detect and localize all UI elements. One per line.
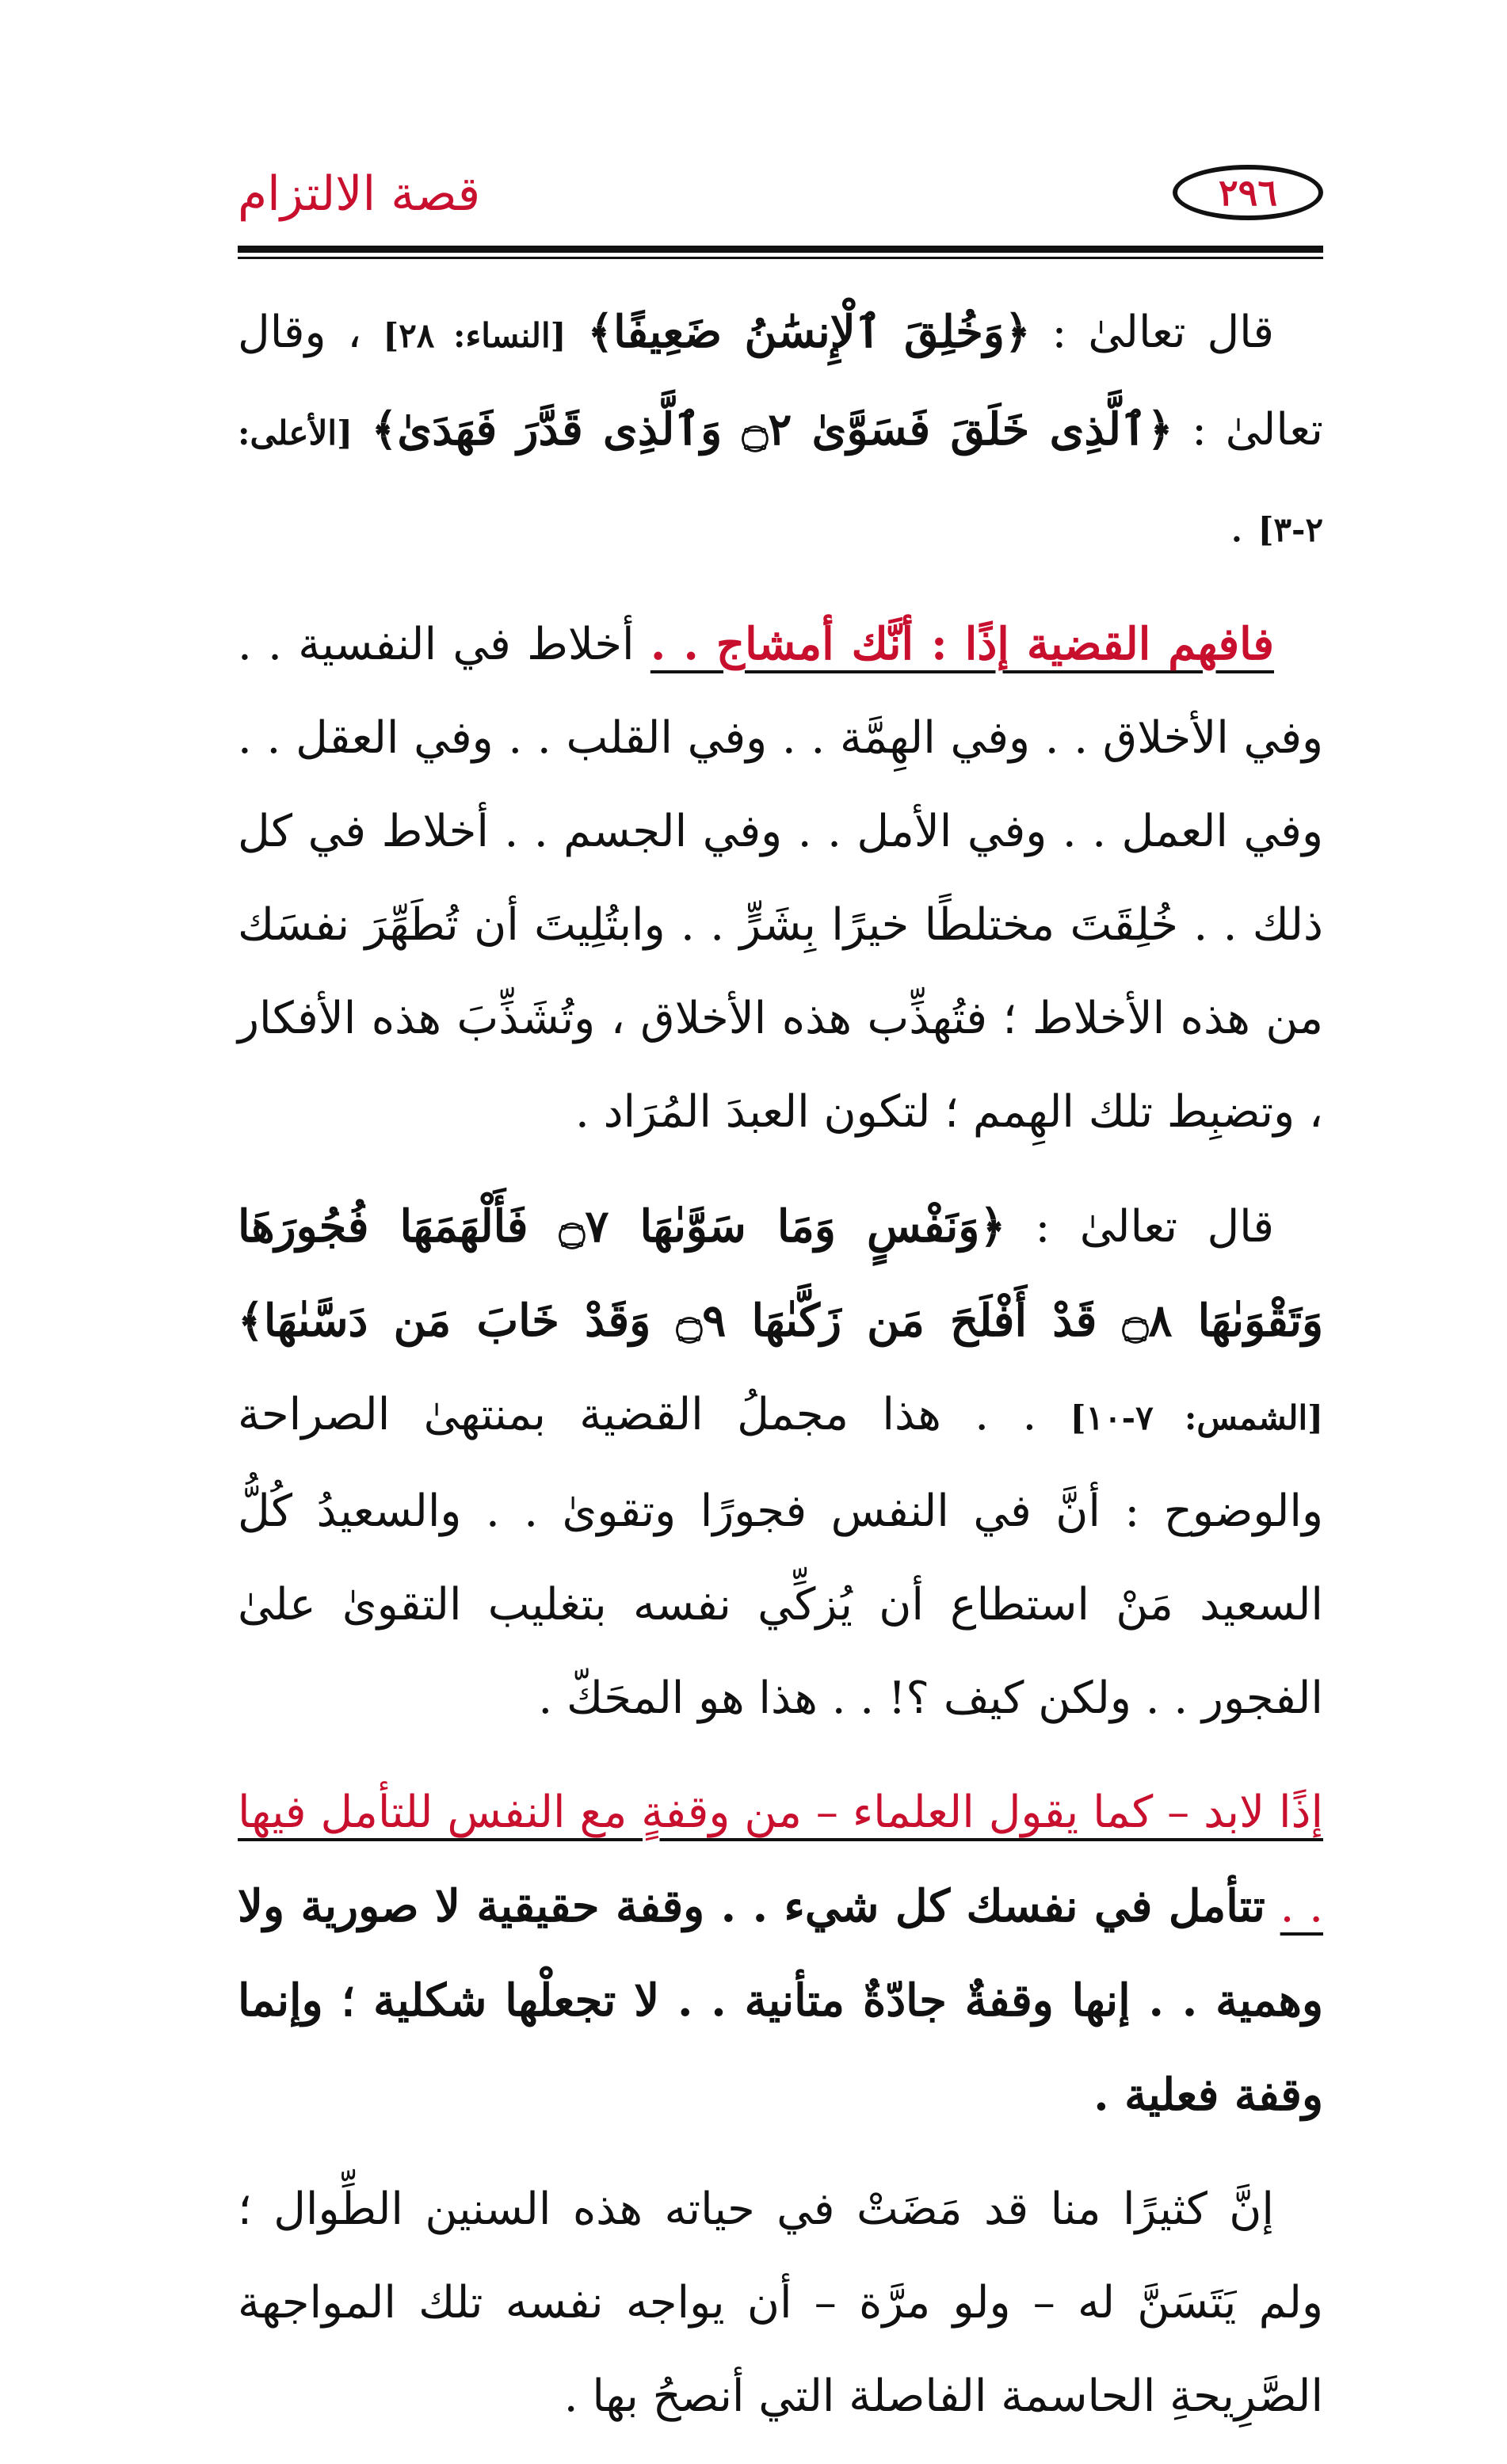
quran-verse: ﴿وَنَفْسٍ وَمَا سَوَّىٰهَا ۝٧ فَأَلْهَمَهَا فُجُورَهَا وَتَقْوَىٰهَا ۝٨ قَدْ أَفْلَحَ مَن زَكَّىٰهَا ۝٩ وَقَدْ خَابَ مَن دَسَّىٰهَا﴾ bbox=[238, 1200, 1323, 1347]
text-segment: إنَّ كثيرًا منا قد مَضَتْ في حياته هذه السنين الطِّوال ؛ ولم يَتَسَنَّ له – ولو مرَّة – أن يواجه نفسه تلك المواجهة الصَّرِيحةِ الحاسمة الفاصلة التي أنصحُ بها . bbox=[238, 2184, 1323, 2422]
page-number-badge: ٢٩٦ bbox=[1173, 165, 1323, 220]
text-segment: قال تعالىٰ : bbox=[1005, 1201, 1274, 1253]
text-segment: أخلاط في النفسية . . وفي الأخلاق . . وفي الهِمَّة . . وفي القلب . . وفي العقل . . وفي العمل . . وفي الأمل . . وفي الجسم . . أخلاط في كل ذلك . . خُلِقَتَ مختلطًا خيرًا بِشَرٍّ . . وابتُلِيتَ أن تُطَهِّرَ نفسَك من هذه الأخلاط ؛ فتُهذِّب هذه الأخلاق ، وتُشَذِّبَ هذه الأفكار ، وتضبِط تلك الهِمم ؛ لتكون العبدَ المُرَاد . bbox=[238, 619, 1324, 1138]
quran-verse: ﴿ٱلَّذِى خَلَقَ فَسَوَّىٰ ۝٢ وَٱلَّذِى قَدَّرَ فَهَدَىٰ﴾ bbox=[371, 403, 1173, 456]
text-segment: ، وقال تعالىٰ : bbox=[238, 307, 1323, 456]
header-rule-thick bbox=[238, 246, 1323, 253]
body-text bbox=[238, 285, 1323, 2464]
header-rule-thin bbox=[238, 257, 1323, 259]
page-header bbox=[238, 151, 1323, 238]
verse-reference: [الشمس: ٧-١٠] bbox=[1070, 1398, 1323, 1437]
running-title: قصة الالتزام bbox=[238, 166, 481, 222]
paragraph-2 bbox=[238, 597, 1323, 1159]
text-segment: قال تعالىٰ : bbox=[1030, 307, 1274, 358]
paragraph-5 bbox=[238, 2163, 1323, 2443]
text-segment: تتأمل في نفسك كل شيء . . وقفة حقيقية لا صورية ولا وهمية . . إنها وقفةٌ جادّةٌ متأنية . . لا تجعلْها شكلية ؛ وإنما وقفة فعلية . bbox=[238, 1880, 1323, 2121]
paragraph-3 bbox=[238, 1180, 1323, 1745]
verse-reference: [الأعلى: ٢-٣] bbox=[238, 414, 1323, 549]
paragraph-4 bbox=[238, 1766, 1323, 2142]
paragraph-1 bbox=[238, 285, 1323, 577]
highlighted-phrase: إذًا لابد – كما يقول العلماء – من وقفةٍ مع النفس للتأمل فيها . . bbox=[238, 1787, 1323, 1932]
quran-verse: ﴿وَخُلِقَ ٱلْإِنسَٰنُ ضَعِيفًا﴾ bbox=[587, 306, 1031, 358]
highlighted-phrase: فافهم القضية إذًا : أنَّك أمشاج . . bbox=[650, 618, 1274, 670]
text-segment: . bbox=[1229, 501, 1244, 552]
text-segment: . . هذا مجملُ القضية بمنتهىٰ الصراحة والوضوح : أنَّ في النفس فجورًا وتقوىٰ . . والسعيدُ كُلُّ السعيد مَنْ استطاع أن يُزكِّي نفسه بتغليب التقوىٰ علىٰ الفجور . . ولكن كيف ؟! . . هذا هو المحَكّ . bbox=[238, 1389, 1323, 1724]
verse-reference: [النساء: ٢٨] bbox=[383, 316, 567, 355]
